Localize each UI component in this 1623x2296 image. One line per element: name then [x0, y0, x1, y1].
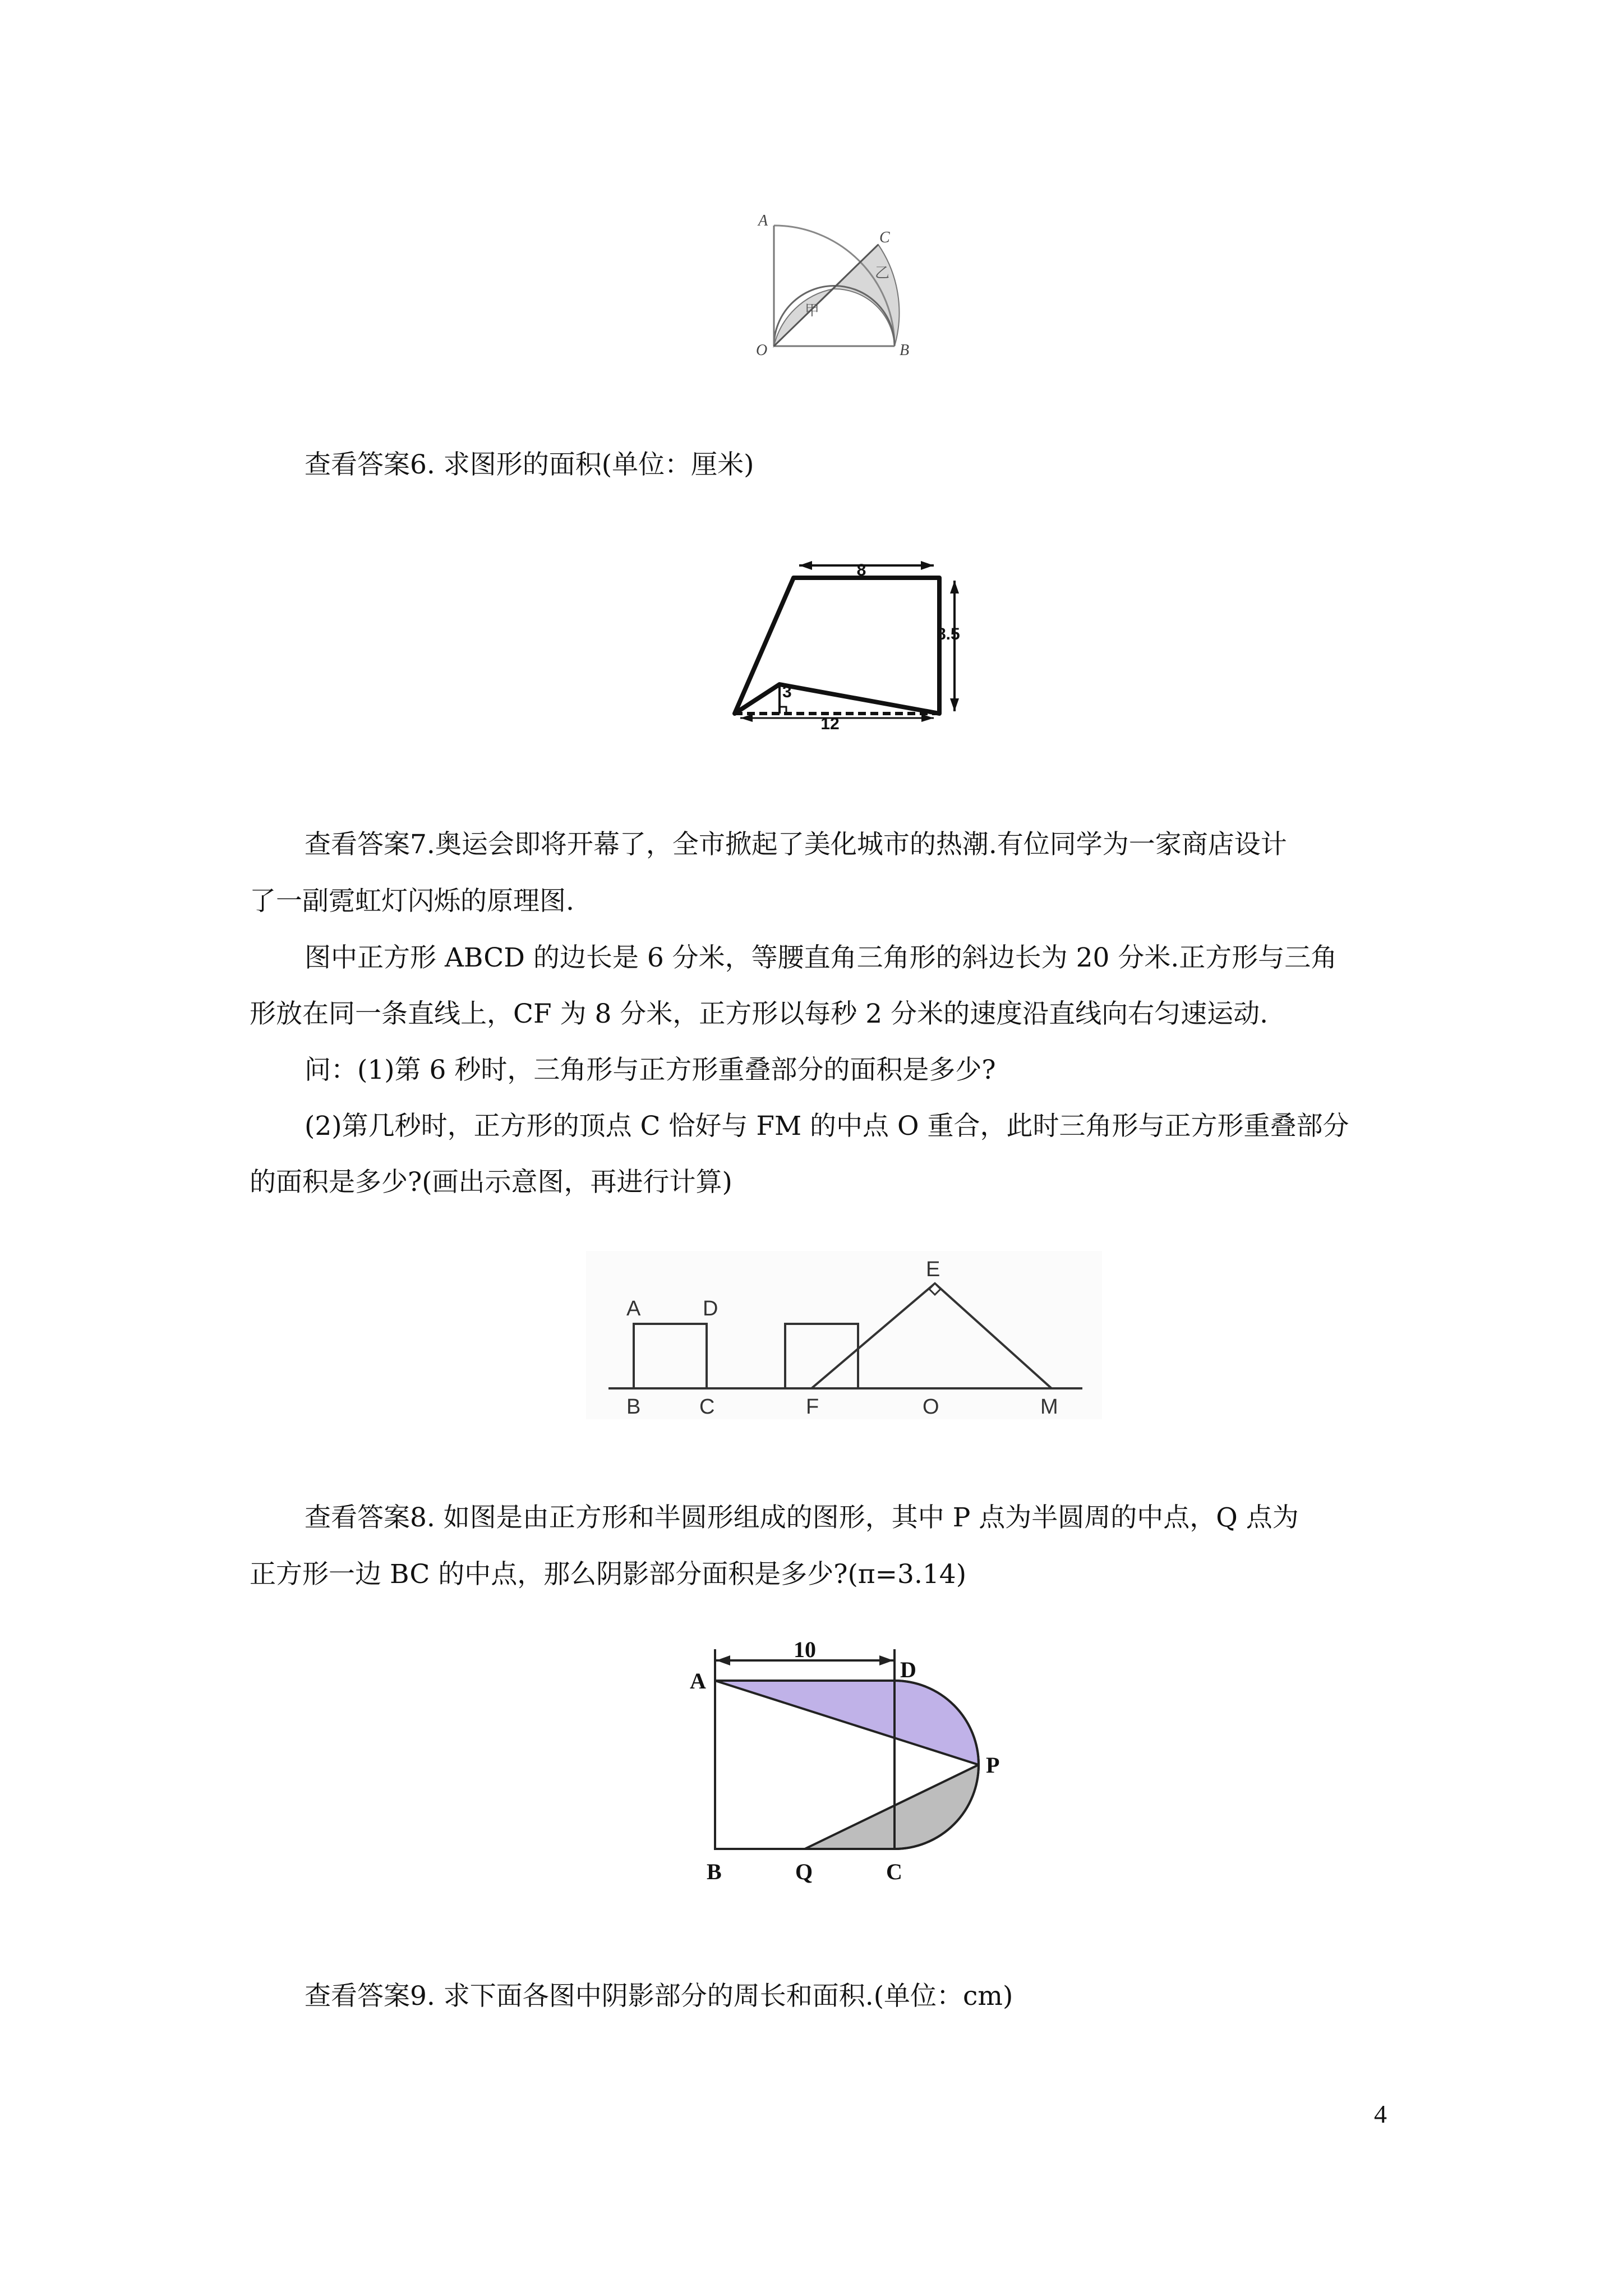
figure-quarter-circle [746, 196, 959, 365]
question-7-line-3: 图中正方形 ABCD 的边长是 6 分米，等腰直角三角形的斜边长为 20 分米.正方形与三角 [305, 942, 1338, 973]
label-c: C [886, 1859, 902, 1884]
question-7-line-6: (2)第几秒时，正方形的顶点 C 恰好与 FM 的中点 O 重合，此时三角形与正方形重叠部分 [305, 1111, 1349, 1142]
label-c: C [879, 229, 890, 246]
question-7-line-4: 形放在同一条直线上，CF 为 8 分米，正方形以每秒 2 分米的速度沿直线向右匀速运动. [250, 999, 1269, 1029]
view-answer-link-9[interactable]: 查看答案 [305, 1981, 410, 2012]
question-6 [250, 437, 1382, 493]
outer-polygon [735, 578, 939, 714]
label-height-3: 3 [782, 683, 792, 701]
label-b: B [626, 1395, 641, 1419]
label-p: P [986, 1752, 1000, 1778]
question-7-line-5: 问：(1)第 6 秒时，三角形与正方形重叠部分的面积是多少? [305, 1055, 996, 1085]
view-answer-link-6[interactable]: 查看答案 [305, 449, 410, 480]
view-answer-link-8[interactable]: 查看答案 [305, 1502, 410, 1533]
label-o: O [756, 342, 768, 359]
label-d: D [703, 1297, 718, 1320]
page-number: 4 [1374, 2100, 1387, 2128]
question-7-line-2: 了一副霓虹灯闪烁的原理图. [250, 886, 574, 917]
label-m: M [1040, 1395, 1058, 1419]
square-semicircle-diagram [679, 1638, 1026, 1907]
question-9 [250, 1968, 1382, 2024]
quarter-circle-diagram [746, 196, 959, 365]
question-8-line-2: 正方形一边 BC 的中点，那么阴影部分面积是多少?(π=3.14) [250, 1559, 967, 1590]
question-7-line-7: 的面积是多少?(画出示意图，再进行计算) [250, 1167, 732, 1198]
label-e: E [926, 1258, 940, 1281]
figure-square-semicircle [679, 1638, 1026, 1907]
label-b: B [900, 342, 910, 359]
question-9-text: 9. 求下面各图中阴影部分的周长和面积.(单位：cm) [410, 1981, 1013, 2012]
label-a: A [690, 1668, 706, 1694]
label-jia: 甲 [805, 302, 820, 319]
label-yi: 乙 [875, 265, 890, 282]
question-7-line-1: 查看答案7.奥运会即将开幕了，全市掀起了美化城市的热潮.有位同学为一家商店设计 [305, 829, 1287, 860]
square-triangle-diagram [586, 1251, 1102, 1419]
label-o: O [923, 1395, 939, 1419]
gray-shaded-region [805, 1765, 979, 1849]
label-bottom-12: 12 [820, 715, 840, 733]
label-10: 10 [794, 1637, 816, 1662]
figure-neon-square-triangle [586, 1251, 1102, 1419]
label-right-8-5: 8.5 [937, 625, 960, 643]
figure-area-shape [723, 555, 981, 740]
label-f: F [806, 1395, 819, 1419]
label-a: A [626, 1297, 641, 1320]
label-d: D [900, 1657, 916, 1682]
label-b: B [707, 1859, 722, 1884]
label-q: Q [795, 1859, 813, 1884]
label-top-8: 8 [856, 561, 866, 579]
question-6-text: 6. 求图形的面积(单位：厘米) [410, 449, 754, 480]
question-8-line-1: 查看答案8. 如图是由正方形和半圆形组成的图形，其中 P 点为半圆周的中点，Q 点为 [305, 1502, 1299, 1533]
label-a: A [758, 212, 768, 229]
view-answer-link-7[interactable]: 查看答案 [305, 829, 410, 860]
area-shape-diagram [723, 555, 981, 740]
label-c: C [699, 1395, 715, 1419]
